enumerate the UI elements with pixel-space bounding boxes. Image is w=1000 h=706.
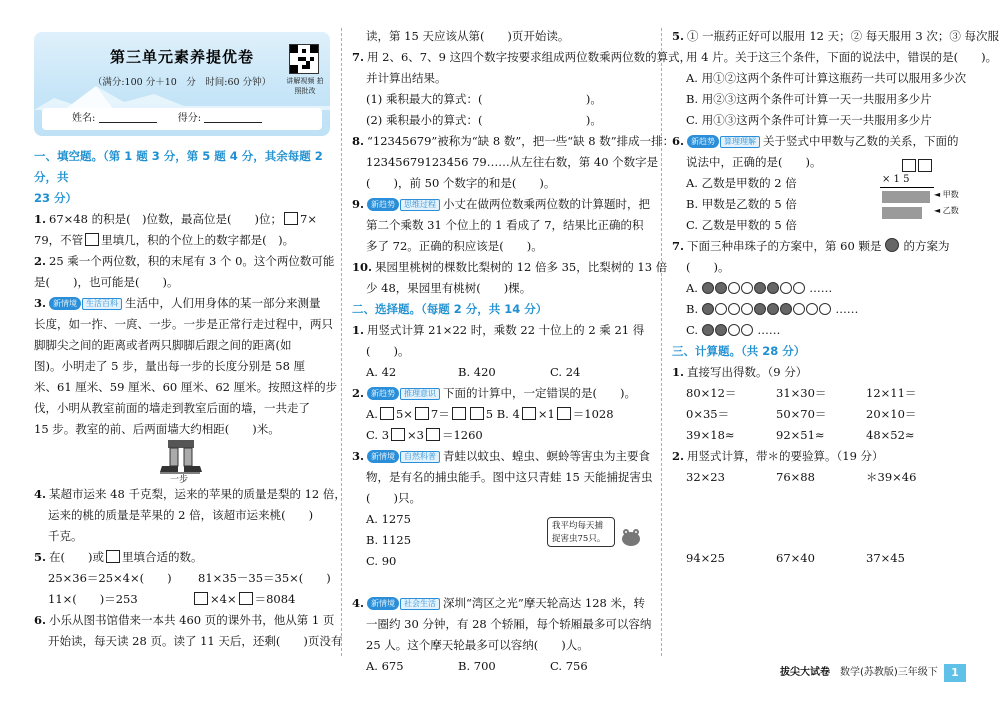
calc-row: 0×35＝ 50×70＝ 20×10＝ (686, 407, 917, 421)
question-10-line: 少 48，果园里有桃树( )棵。 (366, 281, 532, 295)
choice-1-line: ( )。 (366, 344, 410, 358)
option-a[interactable]: A. 675 (366, 659, 404, 673)
question-7: 7. 用 2、6、7、9 这四个数字按要求组成两位数乘两位数的算式， (352, 50, 692, 64)
tag-label: 推理意识 (400, 388, 440, 400)
name-label: 姓名: (72, 113, 96, 124)
option-b[interactable]: B. …… (686, 302, 859, 316)
choice-3-line: 物，是有名的捕虫能手。图中这只青蛙 15 天能捕捉害虫 (366, 470, 653, 484)
section-heading: 一、填空题。（第 1 题 3 分，第 5 题 4 分，其余每题 2 分，共 (34, 149, 323, 184)
question-3-line: 米、61 厘米、59 厘米、60 厘米、62 厘米。按照这样的步 (34, 380, 338, 394)
choice-7: 7. 下面三种串珠子的方案中，第 60 颗是 的方案为 (672, 239, 950, 253)
question-3-line: 长度，如一拃、一庹、一步。一步是正常行走过程中，两只 (34, 317, 333, 331)
score-field[interactable] (204, 111, 262, 123)
question-3-line: 伐，小明从教室前面的墙走到教室后面的墙，一共走了 (34, 401, 310, 415)
brand-name: 拔尖大试卷 (780, 667, 830, 678)
question-3-line: 图)。小明走了 5 步，量出每一步的长度分别是 58 厘 (34, 359, 306, 373)
question-4-line: 运来的桃的质量是苹果的 2 倍，该超市运来桃( ) (48, 508, 314, 522)
tag-badge: 新趋势 (367, 198, 399, 211)
exam-header (34, 32, 330, 136)
question-7-1: (1) 乘积最大的算式：( )。 (366, 92, 602, 106)
question-8: 8. “12345679”被称为“缺 8 数”，把一些“缺 8 数”排成一排： (352, 134, 675, 148)
column-2 (352, 26, 692, 677)
question-7-line: 并计算出结果。 (366, 71, 447, 85)
qr-code-icon[interactable] (289, 44, 319, 74)
choice-1: 1. 用竖式计算 21×22 时，乘数 22 十位上的 2 乘 21 得 (352, 323, 645, 337)
option-b[interactable]: B. 420 (458, 365, 496, 379)
question-6-line: 开始读，每天读 28 页。读了 11 天后，还剩( )页没有 (48, 634, 343, 648)
step-figure (34, 440, 330, 484)
question-5-row: 25×36＝25×4×( ) 81×35－35＝35×( ) (48, 571, 331, 585)
choice-2-options: A. 5× 7＝ 5 B. 4 ×1 ＝1028 (366, 407, 614, 421)
option-a[interactable]: A. 乙数是甲数的 2 倍 (686, 176, 797, 190)
question-3-line: 15 步。教室的前、后两面墙大约相距( )米。 (34, 422, 280, 436)
score-label: 得分: (177, 113, 202, 124)
choice-4-options (352, 656, 652, 677)
question-3: 3. 新情境 生活百科 生活中，人们用身体的某一部分来测量 (34, 296, 321, 310)
section-heading: 二、选择题。（每题 2 分，共 14 分） (352, 302, 548, 316)
frog-speech-bubble: 我平均每天捕捉害虫75只。 (547, 517, 615, 547)
question-2: 2. 25 乘一个两位数，积的末尾有 3 个 0。这个两位数可能 (34, 254, 335, 268)
choice-1-options (352, 362, 652, 383)
option-a[interactable]: A. 42 (366, 365, 397, 379)
column-divider (341, 28, 342, 656)
option-c[interactable]: C. 90 (366, 554, 397, 568)
page-title: 第三单元素养提优卷 (109, 48, 254, 66)
question-6: 6. 小乐从图书馆借来一本共 460 页的课外书，他从第 1 页 (34, 613, 335, 627)
tag-badge: 新情境 (367, 597, 399, 610)
question-2-cont: 是( )，也可能是( )。 (34, 275, 179, 289)
choice-6: 6. 新趋势 算理理解 关于竖式中甲数与乙数的关系，下面的 说法中，正确的是( )。 A. 乙数是甲数的 2 倍 B. 甲数是乙数的 5 倍 C. 乙数是甲数的 5 倍 × 1 5 ◄ 甲数 ◄ 乙数 (672, 131, 972, 236)
question-5: 5. 在( )或 里填合适的数。 (34, 550, 203, 564)
question-1: 1. 67×48 的积是( )位数，最高位是( )位； 7× (34, 212, 317, 226)
choice-4-line: 25 人。这个摩天轮最多可以容纳( )人。 (366, 638, 589, 652)
choice-6-line: 说法中，正确的是( )。 (686, 155, 822, 169)
question-8-line: ( )，前 50 个数字的和是( )。 (366, 176, 556, 190)
tag-label: 算理理解 (720, 136, 760, 148)
option-c[interactable]: C. 乙数是甲数的 5 倍 (686, 218, 797, 232)
option-c[interactable]: C. 24 (550, 365, 581, 379)
calc-2: 2. 用竖式计算，带＊的要验算。（19 分） (672, 449, 884, 463)
question-9: 9. 新趋势 思维过程 小丈在做两位数乘两位数的计算题时，把 (352, 197, 651, 211)
page-number: 1 (944, 664, 966, 682)
work-space[interactable] (672, 488, 972, 548)
question-1-cont: 79，不管 里填几，积的个位上的数字都是( )。 (34, 233, 295, 247)
tag-badge: 新趋势 (687, 135, 719, 148)
option-b[interactable]: B. 甲数是乙数的 5 倍 (686, 197, 797, 211)
tag-badge: 新趋势 (367, 387, 399, 400)
option-a[interactable]: A. 用①②这两个条件可计算这瓶药一共可以服用多少次 (686, 71, 967, 85)
option-b[interactable]: B. 700 (458, 659, 496, 673)
legs-illustration (152, 440, 212, 474)
subject-label: 数学(苏教版)三年级下 (840, 667, 938, 678)
choice-3-line: ( )只。 (366, 491, 421, 505)
exam-info: （满分:100 分＋10 分 时间:60 分钟） (92, 77, 272, 88)
question-3-line: 脚脚尖之间的距离或者两只脚脚后跟之间的距离(如 (34, 338, 292, 352)
frog-icon (620, 527, 642, 547)
tag-label: 生活百科 (82, 298, 122, 310)
column-divider (661, 28, 662, 656)
question-7-2: (2) 乘积最小的算式：( )。 (366, 113, 602, 127)
calc-row: 39×18≈ 92×51≈ 48×52≈ (686, 428, 915, 442)
choice-5: 5. ① 一瓶药正好可以服用 12 天；② 每天服用 3 次；③ 每次服 (672, 29, 1000, 43)
tag-badge: 新情境 (49, 297, 81, 310)
name-field[interactable] (99, 111, 157, 123)
option-a[interactable]: A. 1275 (366, 512, 411, 526)
calc-row: 94×25 67×40 37×45 (686, 551, 905, 565)
question-4: 4. 某超市运来 48 千克梨，运来的苹果的质量是梨的 12 倍， (34, 487, 346, 501)
answer-box[interactable] (85, 233, 99, 246)
answer-box[interactable] (194, 592, 208, 605)
choice-2: 2. 新趋势 推理意识 下面的计算中，一定错误的是( )。 (352, 386, 636, 400)
choice-3: 3. 新情境 自然科普 青蛙以蚊虫、蝗虫、螟蛉等害虫为主要食 (352, 449, 651, 463)
vertical-multiplication-figure: × 1 5 ◄ 甲数 ◄ 乙数 (880, 159, 972, 239)
calc-row: 80×12＝ 31×30＝ 12×11＝ (686, 386, 917, 400)
tag-badge: 新情境 (367, 450, 399, 463)
choice-7-line: ( )。 (686, 260, 730, 274)
name-score-bar (42, 108, 322, 130)
question-6-line: 读，第 15 天应该从第( )页开始读。 (366, 29, 570, 43)
question-9-line: 第二个乘数 31 个位上的 1 看成了 7，结果比正确的积 (366, 218, 644, 232)
answer-box[interactable] (106, 550, 120, 563)
question-4-line: 千克。 (48, 529, 83, 543)
tag-label: 自然科普 (400, 451, 440, 463)
answer-box[interactable] (239, 592, 253, 605)
section-fill-blank (34, 146, 346, 652)
qr-label: 讲解视频 拍照批改 (286, 77, 324, 95)
question-8-line: 12345679123456 79……从左往右数，第 40 个数字是 (366, 155, 659, 169)
step-label: 一步 (170, 475, 189, 485)
answer-box[interactable] (284, 212, 298, 225)
calc-1: 1. 直接写出得数。（9 分） (672, 365, 808, 379)
section-heading: 三、计算题。（共 28 分） (672, 344, 806, 358)
calc-row: 32×23 76×88 ＊39×46 (686, 470, 917, 484)
tag-label: 社会生活 (400, 598, 440, 610)
choice-4: 4. 新情境 社会生活 深圳“湾区之光”摩天轮高达 128 米，转 (352, 596, 646, 610)
option-a[interactable]: A. …… (686, 281, 833, 295)
footer (780, 666, 938, 680)
question-5-row: 11×( )＝253 ×4× ＝8084 (48, 592, 296, 606)
option-c[interactable]: C. 756 (550, 659, 588, 673)
choice-2-option-c: C. 3 ×3 ＝1260 (366, 428, 483, 442)
option-b[interactable]: B. 1125 (366, 533, 412, 547)
option-c[interactable]: C. 用①③这两个条件可计算一天一共服用多少片 (686, 113, 932, 127)
question-10: 10. 果园里桃树的棵数比梨树的 12 倍多 35，比梨树的 13 倍 (352, 260, 668, 274)
column-3 (672, 26, 1000, 569)
section-heading-cont: 23 分） (34, 191, 78, 205)
option-c[interactable]: C. …… (686, 323, 781, 337)
choice-4-line: 一圈约 30 分钟，有 28 个轿厢，每个轿厢最多可以容纳 (366, 617, 652, 631)
question-9-line: 多了 72。正确的积应该是( )。 (366, 239, 543, 253)
option-b[interactable]: B. 用②③这两个条件可计算一天一共服用多少片 (686, 92, 932, 106)
choice-5-line: 用 4 片。关于这三个条件，下面的说法中，错误的是( )。 (686, 50, 998, 64)
choice-3-options (352, 509, 652, 593)
tag-label: 思维过程 (400, 199, 440, 211)
